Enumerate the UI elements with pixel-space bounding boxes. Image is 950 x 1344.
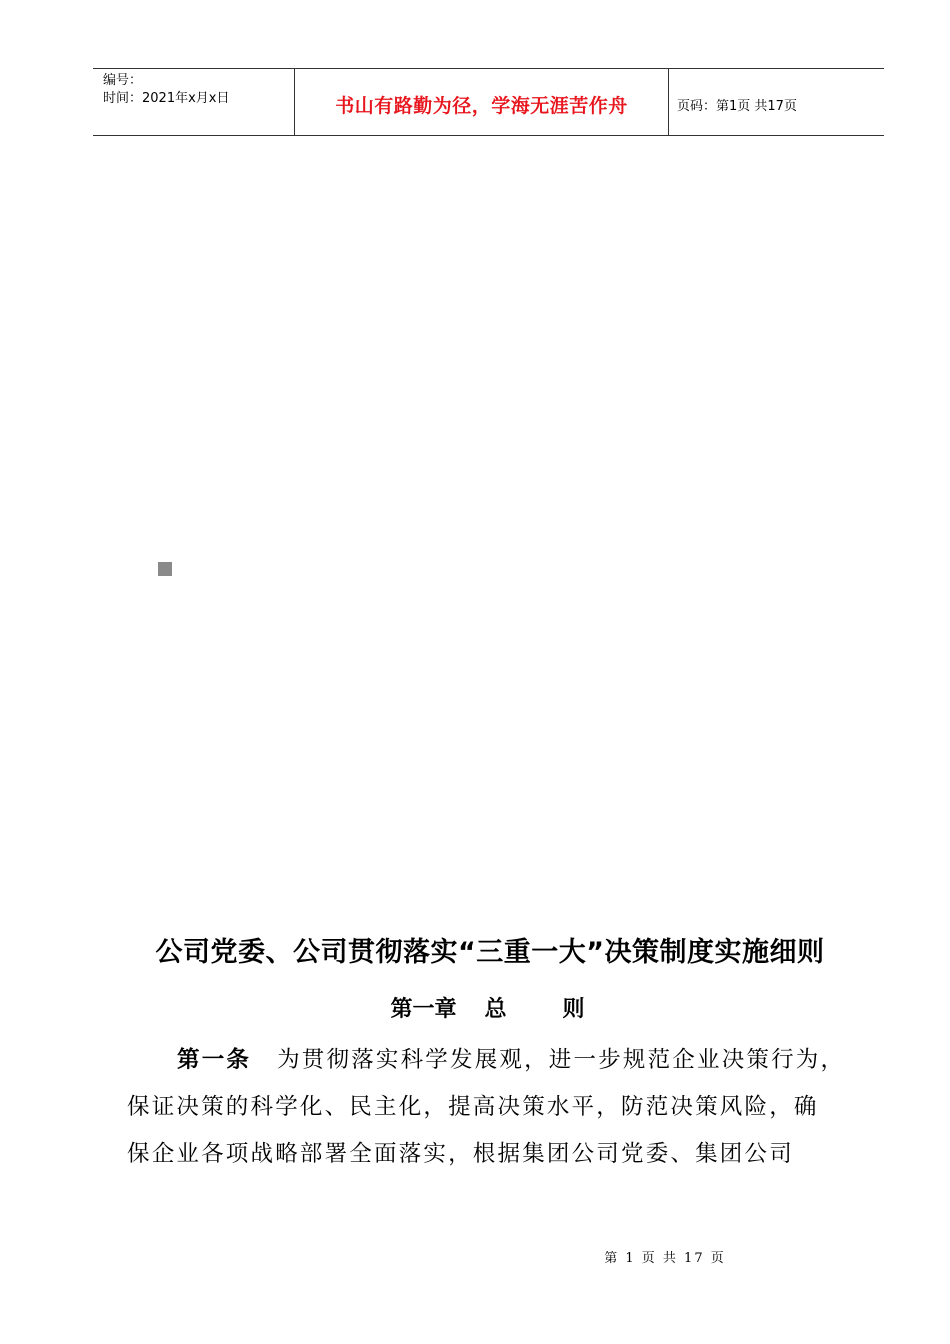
header-motto: 书山有路勤为径，学海无涯苦作舟 — [335, 95, 628, 117]
header-divider-right — [668, 69, 669, 135]
article-text-line-3: 保企业各项战略部署全面落实，根据集团公司党委、集团公司 — [127, 1141, 794, 1167]
chapter-heading — [0, 992, 950, 1023]
header-meta — [103, 72, 229, 108]
header-table — [93, 68, 884, 136]
header-page-label: 页码：第1页 共17页 — [677, 99, 797, 114]
page-footer: 第 1 页 共 17 页 — [604, 1251, 726, 1266]
chapter-name-part-1: 总 — [484, 997, 507, 1022]
article-text-line-2: 保证决策的科学化、民主化，提高决策水平，防范决策风险，确 — [127, 1094, 819, 1120]
article-text-line-1: 为贯彻落实科学发展观，进一步规范企业决策行为， — [277, 1047, 846, 1073]
chapter-name-part-2: 则 — [562, 997, 585, 1022]
document-number-label: 编号： — [103, 73, 143, 88]
article-label: 第一条 — [177, 1047, 252, 1073]
document-time-label: 时间：2021年x月x日 — [103, 91, 230, 106]
placeholder-square-icon — [158, 562, 172, 576]
article-body — [127, 1037, 867, 1178]
document-title: 公司党委、公司贯彻落实“三重一大”决策制度实施细则 — [155, 937, 825, 968]
chapter-number: 第一章 — [390, 997, 457, 1022]
article-line-1 — [127, 1037, 867, 1084]
